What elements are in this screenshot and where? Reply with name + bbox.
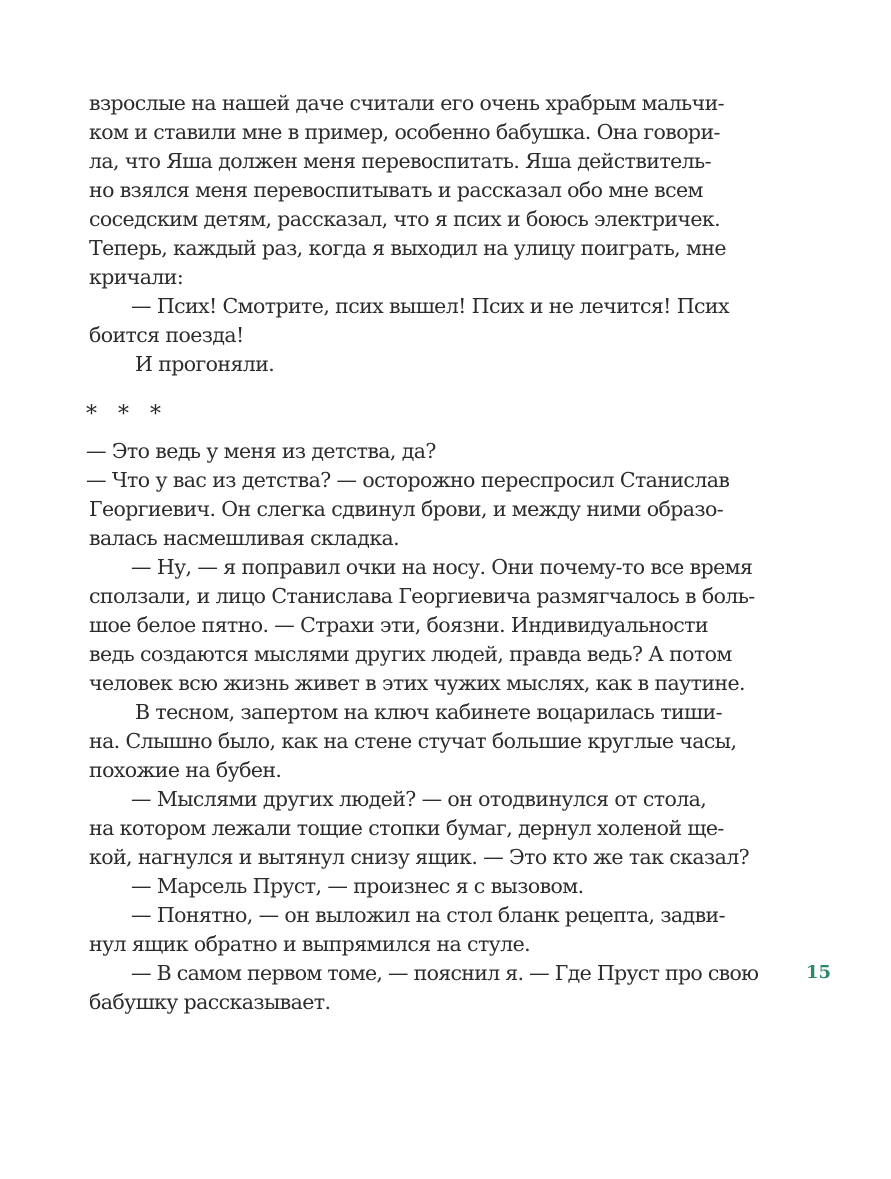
text-line: человек всю жизнь живет в этих чужих мыслях, как в паутине. bbox=[89, 671, 745, 695]
dialogue-line: — Понятно, — он выложил на стол бланк рецепта, задви- bbox=[131, 903, 725, 927]
text-line: нул ящик обратно и выпрямился на стуле. bbox=[89, 932, 531, 956]
text-line: боится поезда! bbox=[89, 323, 244, 347]
dialogue-line: — В самом первом томе, — пояснил я. — Где Пруст про свою bbox=[131, 961, 759, 985]
page-number: 15 bbox=[806, 962, 832, 983]
text-line: бабушку рассказывает. bbox=[89, 990, 331, 1014]
text-line: шое белое пятно. — Страхи эти, боязни. Индивидуальности bbox=[89, 613, 708, 637]
text-line: Георгиевич. Он слегка сдвинул брови, и между ними образо- bbox=[89, 497, 724, 521]
text-line: И прогоняли. bbox=[135, 352, 275, 376]
dialogue-line: — Что у вас из детства? — осторожно переспросил Станислав bbox=[86, 468, 730, 492]
text-line: ведь создаются мыслями других людей, правда ведь? А потом bbox=[89, 642, 732, 666]
dialogue-line: — Мыслями других людей? — он отодвинулся от стола, bbox=[131, 787, 707, 811]
text-line: похожие на бубен. bbox=[89, 758, 282, 782]
text-line: ком и ставили мне в пример, особенно бабушка. Она говори- bbox=[89, 120, 720, 144]
text-line: на котором лежали тощие стопки бумаг, дернул холеной ще- bbox=[89, 816, 724, 840]
dialogue-line: — Ну, — я поправил очки на носу. Они почему-то все время bbox=[131, 555, 753, 579]
text-line: сползали, и лицо Станислава Георгиевича размягчалось в боль- bbox=[89, 584, 755, 608]
text-line: кой, нагнулся и вытянул снизу ящик. — Это кто же так сказал? bbox=[89, 845, 750, 869]
text-line: взрослые на нашей даче считали его очень храбрым мальчи- bbox=[89, 91, 724, 115]
text-line: валась насмешливая складка. bbox=[89, 526, 400, 550]
dialogue-line: — Марсель Пруст, — произнес я с вызовом. bbox=[131, 874, 584, 898]
text-line: ла, что Яша должен меня перевоспитать. Яша действитель- bbox=[89, 149, 711, 173]
dialogue-line: — Псих! Смотрите, псих вышел! Псих и не лечится! Псих bbox=[131, 294, 729, 318]
scene-separator: * * * bbox=[86, 402, 161, 427]
text-line: кричали: bbox=[89, 265, 184, 289]
text-line: В тесном, запертом на ключ кабинете воцарилась тиши- bbox=[135, 700, 722, 724]
text-line: но взялся меня перевоспитывать и рассказал обо мне всем bbox=[89, 178, 703, 202]
dialogue-line: — Это ведь у меня из детства, да? bbox=[86, 439, 436, 463]
text-line: Теперь, каждый раз, когда я выходил на улицу поиграть, мне bbox=[89, 236, 726, 260]
text-line: соседским детям, рассказал, что я псих и боюсь электричек. bbox=[89, 207, 721, 231]
text-line: на. Слышно было, как на стене стучат большие круглые часы, bbox=[89, 729, 737, 753]
